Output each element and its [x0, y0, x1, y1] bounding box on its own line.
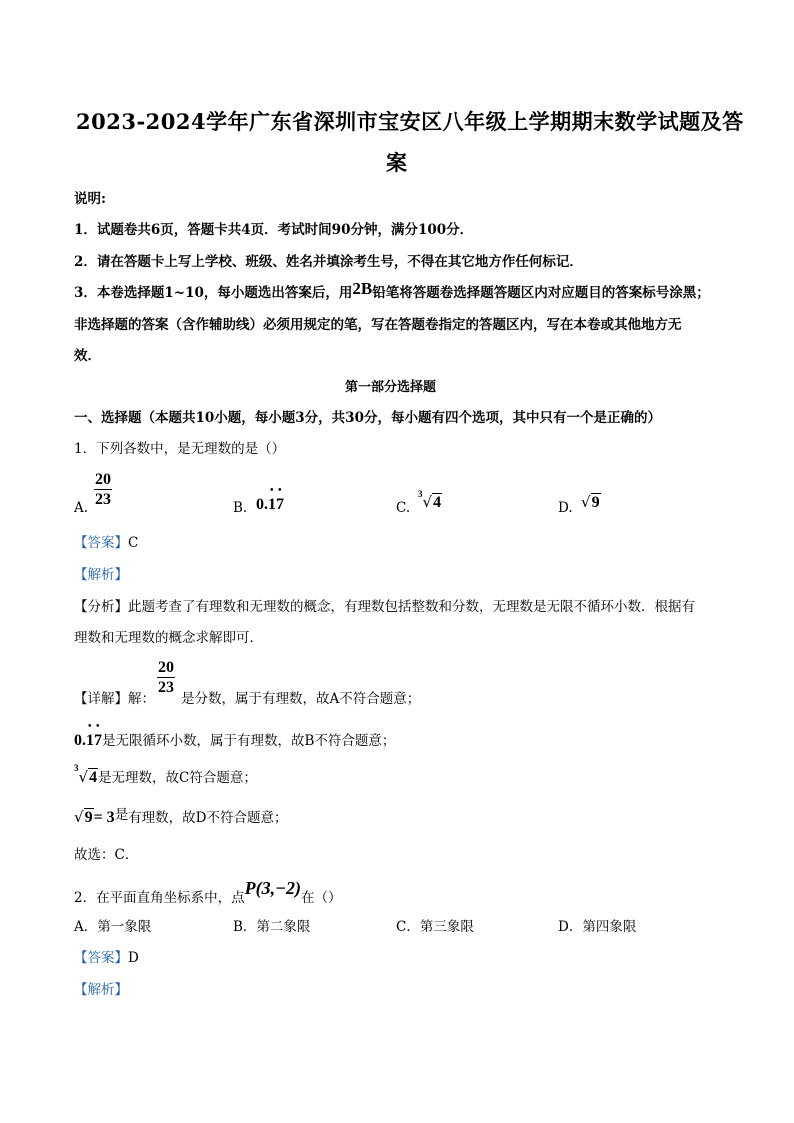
answer-tag: 【答案】 [74, 535, 128, 551]
note-3-text-a: 3．本卷选择题1~10，每小题选出答案后，用 [74, 285, 353, 301]
detail-d-text: 有理数，故D不符合题意； [128, 810, 288, 826]
root-index: 3 [418, 489, 423, 499]
q1-detail-line-b [74, 721, 396, 750]
detail-c-text: 是无理数，故C符合题意； [98, 770, 257, 786]
q2-option-a: A．第一象限 [74, 919, 152, 935]
q1-analysis-tag: 【解析】 [74, 567, 128, 583]
note-3-end: 效． [74, 348, 101, 364]
detail-d-shi: 是 [114, 807, 129, 823]
q1-detail-line-d [74, 806, 288, 827]
q2-option-d: D．第四象限 [558, 919, 637, 935]
decimal-int: 0. [256, 496, 268, 513]
q1-fenxi-line1 [74, 595, 695, 615]
xiangjie-lead: 解： [128, 691, 155, 707]
fraction-denominator: 23 [95, 491, 111, 508]
q1-option-a-fraction [94, 471, 112, 508]
note-3-text-b: 铅笔将答题卷选择题答题区内对应题目的答案标号涂黑； [372, 285, 710, 301]
q1-stem: 1．下列各数中，是无理数的是（） [74, 441, 286, 457]
q1-fenxi-line2: 理数和无理数的概念求解即可． [74, 630, 263, 646]
q2-answer [74, 946, 139, 966]
answer-tag: 【答案】 [74, 950, 128, 966]
note-3-cont: 非选择题的答案（含作辅助线）必须用规定的笔，写在答题卷指定的答题区内，写在本卷或其他地方无 [74, 317, 682, 333]
detail-a-text: 是分数，属于有理数，故A不符合题意； [181, 691, 421, 707]
decimal-repeat: 17 [268, 496, 284, 513]
q2-analysis-tag: 【解析】 [74, 982, 128, 998]
answer-value: C [128, 535, 139, 551]
document-title-line2: 案 [386, 150, 408, 175]
radical-sign-icon: √ [581, 493, 591, 511]
q1-option-b-repeating-decimal: 0.17 • • [256, 485, 284, 513]
q1-detail-line-a [74, 687, 420, 707]
pencil-grade: 2B [352, 279, 373, 298]
fenxi-tag: 【分析】 [74, 599, 128, 615]
q1-option-d-label: D. [558, 500, 573, 516]
detail-repeating-decimal: 0.17 • • [74, 721, 102, 749]
q2-option-b: B．第二象限 [233, 919, 311, 935]
q2-stem [74, 878, 342, 906]
detail-square-root: √9= 3 [74, 808, 115, 826]
fenxi-text: 此题考查了有理数和无理数的概念，有理数包括整数和分数，无理数是无限不循环小数．根据有 [128, 599, 695, 615]
q1-option-a-label: A. [74, 500, 89, 516]
detail-cube-root: $^3$√4 [74, 763, 98, 786]
notes-heading: 说明: [74, 191, 106, 207]
q2-point: P(3,−2) [244, 878, 301, 898]
q1-option-c-label: C. [396, 500, 411, 516]
q1-choose: 故选：C． [74, 847, 139, 863]
xiangjie-tag: 【详解】 [74, 691, 128, 707]
fraction-numerator: 20 [158, 659, 174, 676]
q2-option-c: C．第三象限 [396, 919, 474, 935]
q1-option-b-label: B. [233, 500, 248, 516]
fraction-numerator: 20 [95, 471, 111, 488]
q1-detail-line-c [74, 763, 257, 787]
q2-stem-post: 在（） [300, 890, 342, 906]
answer-value: D [128, 950, 139, 966]
section-title: 第一部分选择题 [345, 380, 437, 395]
q1-option-c-cube-root [418, 489, 442, 512]
detail-b-text: 是无限循环小数，属于有理数，故B不符合题意； [102, 733, 396, 749]
part-heading: 一、选择题（本题共10小题，每小题3分，共30分，每小题有四个选项，其中只有一个是正确的） [74, 410, 661, 426]
note-2: 2．请在答题卡上写上学校、班级、姓名并填涂考生号，不得在其它地方作任何标记． [74, 254, 583, 270]
note-3 [74, 281, 710, 302]
q1-option-d-square-root [581, 492, 601, 512]
radical-sign-icon: √ [422, 493, 433, 511]
q2-stem-pre: 2．在平面直角坐标系中，点 [74, 890, 245, 906]
radicand: 9 [591, 494, 600, 511]
radicand: 4 [433, 494, 442, 511]
fraction-denominator: 23 [158, 679, 174, 696]
q1-answer [74, 531, 138, 551]
document-title-line1: 2023-2024学年广东省深圳市宝安区八年级上学期期末数学试题及答 [76, 109, 744, 134]
note-1: 1．试题卷共6页，答题卡共4页．考试时间90分钟，满分100分． [74, 222, 474, 238]
